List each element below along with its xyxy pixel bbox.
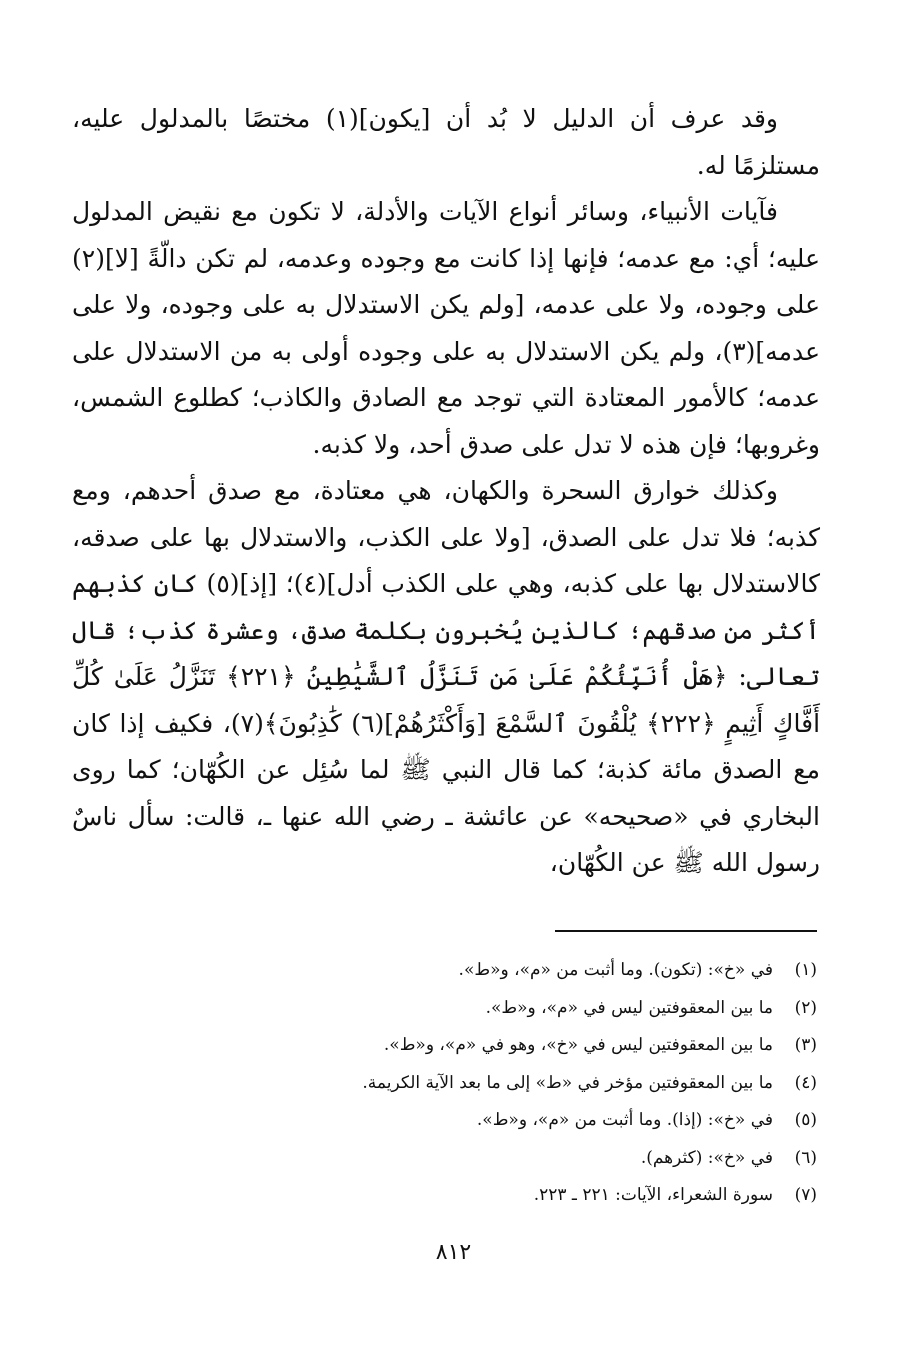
footnote-7 (97, 1177, 817, 1215)
footnote-5 (97, 1102, 817, 1140)
footnote-number: (٣) (794, 1035, 817, 1055)
paragraph-1: وقد عرف أن الدليل لا بُد أن [يكون](١) مختصًا بالمدلول عليه، مستلزمًا له. (72, 104, 820, 180)
footnote-2 (97, 990, 817, 1028)
footnote-text: ما بين المعقوفتين ليس في «م»، و«ط». (485, 997, 773, 1018)
footnote-separator (555, 930, 817, 932)
footnote-number: (٥) (794, 1110, 817, 1130)
footnote-text: في «خ»: (كثرهم). (640, 1147, 773, 1168)
footnote-text: في «خ»: (إذا). وما أثبت من «م»، و«ط». (476, 1110, 773, 1130)
footnote-text: سورة الشعراء، الآيات: ٢٢١ ـ ٢٢٣. (533, 1185, 773, 1205)
paragraph-2: فآيات الأنبياء، وسائر أنواع الآيات والأدلة، لا تكون مع نقيض المدلول عليه؛ أي: مع عدمه؛ فإنها إذا كانت مع وجوده وعدمه، لم تكن دالّةً [لا](٢) على وجوده، ولا على عدمه، [ولم يكن الاستدلال به على وجوده، ولا على عدمه](٣)، ولم يكن الاستدلال به على وجوده أولى به من الاستدلال على عدمه؛ كالأمور المعتادة التي توجد مع الصادق والكاذب؛ كطلوع الشمس، وغروبها؛ فإن هذه لا تدل على صدق أحد، ولا كذبه. (72, 197, 820, 459)
footnote-4 (97, 1065, 817, 1103)
main-text (72, 96, 820, 887)
page-number: ٨١٢ (435, 1240, 472, 1265)
footnote-6 (97, 1140, 817, 1178)
footnote-text: ما بين المعقوفتين ليس في «خ»، وهو في «م»، و«ط». (383, 1035, 773, 1055)
paragraph-3: وكذلك خوارق السحرة والكهان، هي معتادة، مع صدق أحدهم، ومع كذبه؛ فلا تدل على الصدق، [ولا على الكذب، والاستدلال بها على صدقه، كالاستدلال بها على كذبه، وهي على الكذب أدل](٤)؛ [إذ](٥) كان كذبهم أكثر من صدقهم؛ كالذين يُخبرون بكلمة صدق، وعشرة كذب؛ قال تعالى: ﴿هَلْ أُنَبِّئُكُمْ عَلَىٰ مَن تَنَزَّلُ ٱلشَّيَٰطِينُ ﴿٢٢١﴾ تَنَزَّلُ عَلَىٰ كُلِّ أَفَّاكٍ أَثِيمٍ ﴿٢٢٢﴾ يُلْقُونَ ٱلسَّمْعَ [وَأَكْثَرُهُمْ](٦) كَٰذِبُونَ﴾(٧)، فكيف إذا كان مع الصدق مائة كذبة؛ كما قال النبي ﷺ لما سُئِل عن الكُهّان؛ كما روى البخاري في «صحيحه» عن عائشة ـ رضي الله عنها ـ، قالت: سأل ناسٌ رسول الله ﷺ عن الكُهّان، (72, 476, 821, 877)
footnote-number: (٧) (794, 1185, 817, 1205)
footnote-1 (97, 952, 817, 990)
footnote-number: (٢) (794, 997, 817, 1018)
footnote-text: في «خ»: (تكون). وما أثبت من «م»، و«ط». (458, 960, 773, 980)
footnote-number: (٦) (794, 1147, 817, 1168)
footnotes (97, 952, 817, 1215)
footnote-3 (97, 1027, 817, 1065)
footnote-text: ما بين المعقوفتين مؤخر في «ط» إلى ما بعد الآية الكريمة. (362, 1072, 773, 1093)
footnote-number: (٤) (794, 1072, 817, 1093)
footnote-number: (١) (794, 960, 817, 980)
